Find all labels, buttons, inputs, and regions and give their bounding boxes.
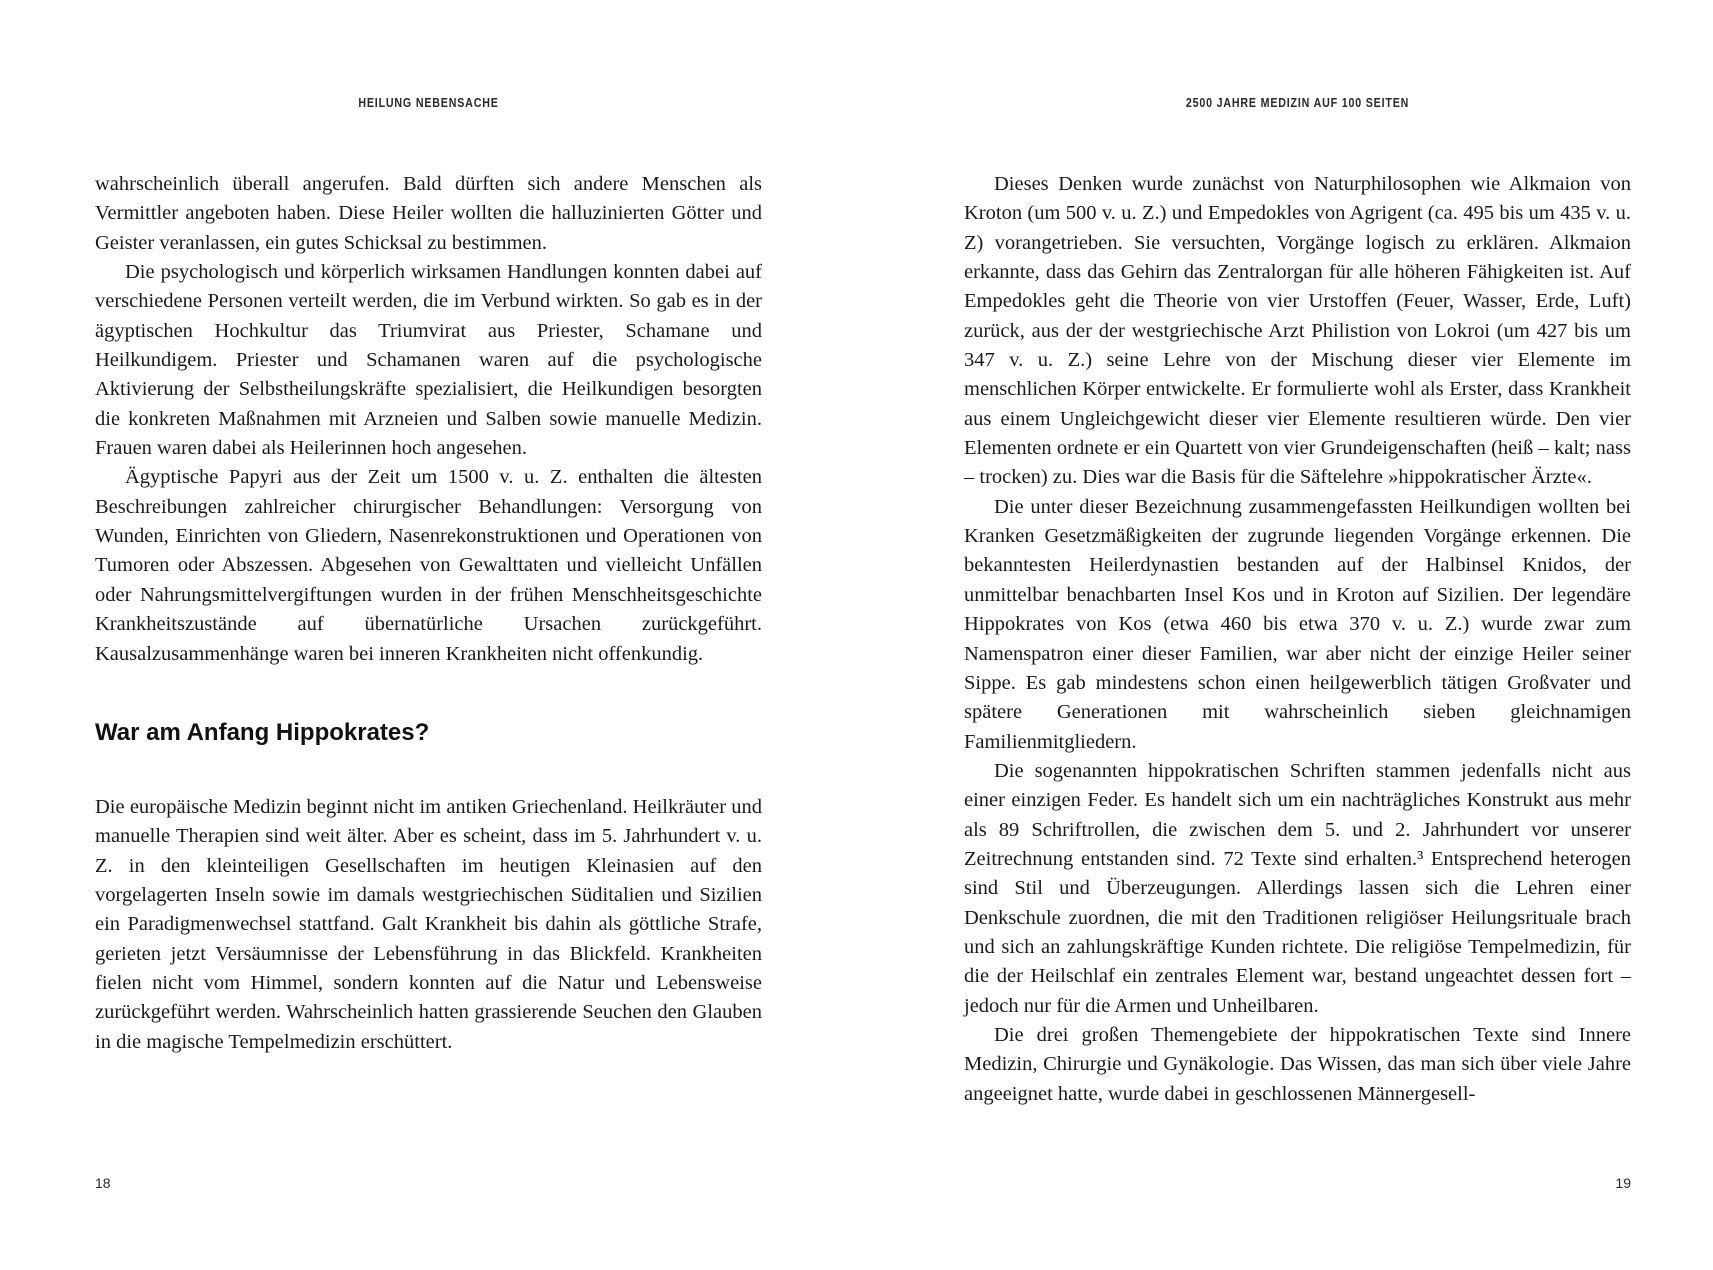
- paragraph: Die drei großen Themengebiete der hippokratischen Texte sind Innere Medizin, Chirurgie und Gynäkologie. Das Wissen, das man sich über viele Jahre angeeignet hatte, wurde dabei in geschlossenen Männergesell-: [964, 1023, 1631, 1105]
- page-number-right: 19: [1615, 1175, 1631, 1191]
- left-body-text: [95, 170, 762, 1057]
- right-page: [964, 0, 1631, 1270]
- section-heading: War am Anfang Hippokrates?: [95, 718, 430, 746]
- paragraph: Die sogenannten hippokratischen Schriften stammen jedenfalls nicht aus einer einzigen Feder. Es handelt sich um ein nachträgliches Konstrukt aus mehr als 89 Schriftrollen, die zwischen dem 5. und 2. Jahrhundert vor unserer Zeitrechnung entstanden sind. 72 Texte sind erhalten.³ Entsprechend heterogen sind Stil und Überzeugungen. Allerdings lassen sich die Lehren einer Denkschule zuordnen, die mit den Traditionen religiöser Heilungsrituale brach und sich an zahlungskräftige Kunden richtete. Die religiöse Tempelmedizin, für die der Heilschlaf ein zentrales Element war, bestand ungeachtet dessen fort – jedoch nur für die Armen und Unheilbaren.: [964, 759, 1631, 1017]
- paragraph: wahrscheinlich überall angerufen. Bald dürften sich andere Menschen als Vermittler angeboten haben. Diese Heiler wollten die halluzinierten Götter und Geister veranlassen, ein gutes Schicksal zu bestimmen.: [95, 173, 762, 254]
- page-number-left: 18: [95, 1175, 111, 1191]
- paragraph: Dieses Denken wurde zunächst von Naturphilosophen wie Alkmaion von Kroton (um 500 v. u. Z.) und Empedokles von Agrigent (ca. 495 bis um 435 v. u. Z) vorangetrieben. Sie versuchten, Vorgänge logisch zu erklären. Alkmaion erkannte, dass das Gehirn das Zentralorgan für alle höheren Fähigkeiten ist. Auf Empedokles geht die Theorie von vier Urstoffen (Feuer, Wasser, Erde, Luft) zurück, aus der der westgriechische Arzt Philistion von Lokroi (um 427 bis um 347 v. u. Z.) seine Lehre von der Mischung dieser vier Elemente im menschlichen Körper entwickelte. Er formulierte wohl als Erster, dass Krankheit aus einem Ungleichgewicht dieser vier Elemente resultieren würde. Den vier Elementen ordnete er ein Quartett von vier Grundeigenschaften (heiß – kalt; nass – trocken) zu. Dies war die Basis für die Säftelehre »hippokratischer Ärzte«.: [964, 173, 1631, 489]
- paragraph: Ägyptische Papyri aus der Zeit um 1500 v. u. Z. enthalten die ältesten Beschreibungen zahlreicher chirurgischer Behandlungen: Versorgung von Wunden, Einrichten von Gliedern, Nasenrekonstruktionen und Operationen von Tumoren oder Abszessen. Abgesehen von Gewalttaten und vielleicht Unfällen oder Nahrungsmittelvergiftungen wurden in der frühen Menschheitsgeschichte Krankheitszustände auf übernatürliche Ursachen zurückgeführt. Kausalzusammenhänge waren bei inneren Krankheiten nicht offenkundig.: [95, 466, 762, 665]
- running-head-left: HEILUNG NEBENSACHE: [358, 95, 499, 110]
- running-head-right: 2500 JAHRE MEDIZIN AUF 100 SEITEN: [1185, 95, 1410, 110]
- paragraph: Die psychologisch und körperlich wirksamen Handlungen konnten dabei auf verschiedene Personen verteilt werden, die im Verbund wirkten. So gab es in der ägyptischen Hochkultur das Triumvirat aus Priester, Schamane und Heilkundigem. Priester und Schamanen waren auf die psychologische Aktivierung der Selbstheilungskräfte spezialisiert, die Heilkundigen besorgten die konkreten Maßnahmen mit Arzneien und Salben sowie manuelle Medizin. Frauen waren dabei als Heilerinnen hoch angesehen.: [95, 261, 762, 460]
- right-body-text: [964, 170, 1631, 1109]
- paragraph: Die unter dieser Bezeichnung zusammengefassten Heilkundigen wollten bei Kranken Gesetzmäßigkeiten der zugrunde liegenden Vorgänge erkennen. Die bekanntesten Heilerdynastien bestanden auf der Halbinsel Knidos, der unmittelbar benachbarten Insel Kos und in Kroton auf Sizilien. Der legendäre Hippokrates von Kos (etwa 460 bis etwa 370 v. u. Z.) wurde zwar zum Namenspatron einer dieser Familien, war aber nicht der einzige Heiler seiner Sippe. Es gab mindestens schon einen heilgewerblich tätigen Großvater und spätere Generationen mit wahrscheinlich sieben gleichnamigen Familienmitgliedern.: [964, 495, 1631, 753]
- left-page: [95, 0, 762, 1270]
- paragraph: Die europäische Medizin beginnt nicht im antiken Griechenland. Heilkräuter und manuelle Therapien sind weit älter. Aber es scheint, dass im 5. Jahrhundert v. u. Z. in den kleinteiligen Gesellschaften im heutigen Kleinasien auf den vorgelagerten Inseln sowie im damals westgriechischen Süditalien und Sizilien ein Paradigmenwechsel stattfand. Galt Krankheit bis dahin als göttliche Strafe, gerieten jetzt Versäumnisse der Lebensführung in das Blickfeld. Krankheiten fielen nicht vom Himmel, sondern konnten auf die Natur und Lebensweise zurückgeführt werden. Wahrscheinlich hatten grassierende Seuchen den Glauben in die magische Tempelmedizin erschüttert.: [95, 795, 762, 1053]
